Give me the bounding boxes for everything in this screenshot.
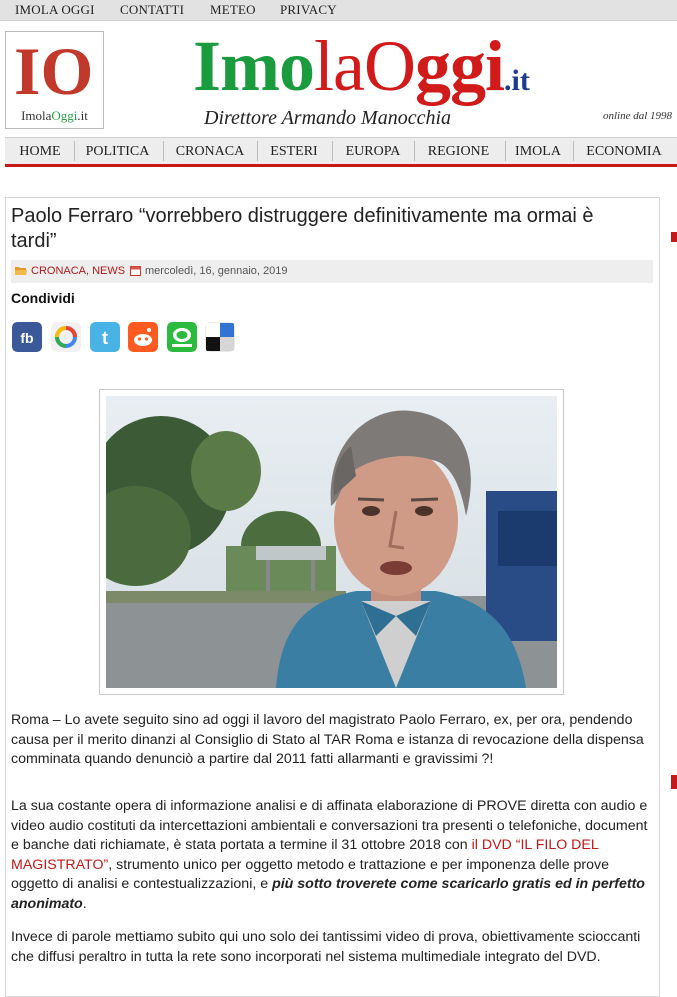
masthead-director: Direttore Armando Manocchia — [204, 107, 452, 129]
nav-item-politica[interactable]: POLITICA — [85, 144, 150, 159]
delicious-icon[interactable] — [205, 322, 235, 352]
article-date: mercoledì, 16, gennaio, 2019 — [145, 265, 288, 277]
reddit-icon[interactable] — [128, 322, 158, 352]
nav-item-home[interactable]: HOME — [19, 144, 61, 159]
article-paragraph-1: Roma – Lo avete seguito sino ad oggi il lavoro del magistrato Paolo Ferraro, ex, per ora, pendendo causa per il merito dinanzi al Consiglio di Stato al TAR Roma e istanza di revocazione della dispensa comminata quando denunciò a partire dal 2011 fatti allarmanti e gravissimi ?! — [11, 712, 644, 767]
nav-item-europa[interactable]: EUROPA — [345, 144, 401, 159]
article-paragraph-2 — [11, 797, 651, 914]
article-categories[interactable]: CRONACA, NEWS — [31, 265, 126, 277]
logo-caption: ImolaOggi.it — [21, 108, 88, 123]
article-meta-bar — [11, 260, 653, 283]
masthead-title[interactable]: ImolaOggi.it — [193, 26, 530, 106]
dvd-link[interactable]: il DVD “IL FILO DEL MAGISTRATO” — [11, 837, 599, 873]
nav-item-imola[interactable]: IMOLA — [515, 144, 561, 159]
google-icon[interactable] — [51, 322, 81, 352]
article-paragraph-2-text-c: . — [82, 895, 87, 912]
folder-icon — [15, 266, 27, 276]
masthead-online-since: online dal 1998 — [603, 110, 673, 122]
article-photo-image — [106, 396, 557, 688]
article-title[interactable]: Paolo Ferraro “vorrebbero distruggere definitivamente ma ormai è tardi” — [11, 205, 594, 252]
top-utility-bar — [0, 0, 677, 21]
main-navigation — [5, 137, 677, 167]
site-logo[interactable] — [5, 31, 104, 129]
calendar-icon — [130, 265, 141, 276]
article-paragraph-2-text-a: La sua costante opera di informazione analisi e di affinata elaborazione di PROVE diretta con audio e video audio costituti da intercettazioni ambientali e conversazioni tra presenti o telefoniche, document e banche dati richiamate, è stata portata a termine il 31 ottobre 2018 con — [11, 798, 648, 853]
nav-item-economia[interactable]: ECONOMIA — [586, 144, 662, 159]
top-link-meteo[interactable]: METEO — [210, 2, 256, 17]
svg-text:fb: fb — [20, 330, 34, 346]
nav-item-esteri[interactable]: ESTERI — [270, 144, 318, 159]
sidebar-edge-mark — [671, 232, 677, 242]
article-paragraph-2-emphasis: più sotto troverete come scaricarlo gratis ed in perfetto anonimato — [11, 876, 645, 912]
share-label: Condividi — [11, 290, 75, 306]
top-link-imola-oggi[interactable]: IMOLA OGGI — [15, 2, 95, 17]
svg-text:t: t — [102, 328, 108, 348]
friendfeed-icon[interactable] — [167, 322, 197, 352]
top-link-contatti[interactable]: CONTATTI — [120, 2, 185, 17]
nav-separator — [163, 141, 164, 161]
facebook-icon[interactable] — [12, 322, 42, 352]
sidebar-edge-mark — [671, 775, 677, 789]
article-paragraph-3: Invece di parole mettiamo subito qui uno solo dei tantissimi video di prova, obiettivamente scioccanti che diffusi peraltro in tutta la rete sono incorporati nel sistema multimediale integrato del DVD. — [11, 929, 641, 965]
twitter-icon[interactable] — [90, 322, 120, 352]
nav-item-cronaca[interactable]: CRONACA — [175, 144, 245, 159]
article-photo[interactable] — [99, 389, 564, 695]
top-link-privacy[interactable]: PRIVACY — [280, 2, 337, 17]
nav-item-regione[interactable]: REGIONE — [427, 144, 490, 159]
article-paragraph-2-text-b: , strumento unico per oggetto metodo e trattazione e per imponenza delle prove oggetto di analisi e contestualizzazioni, e — [11, 856, 610, 892]
logo-mark: IO — [14, 33, 94, 109]
